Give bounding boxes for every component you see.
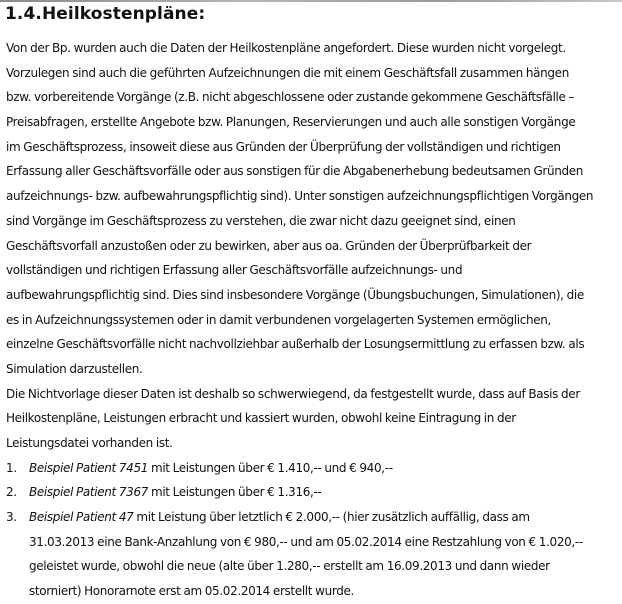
text-line: Vorzulegen sind auch die geführten Aufzeichnungen die mit einem Geschäftsfall zusammen hängen: [6, 65, 569, 80]
list-item-continuation: geleistet wurde, obwohl die neue (alte über 1.280,-- erstellt am 16.09.2013 und dann wieder: [29, 559, 550, 574]
text-line: Die Nichtvorlage dieser Daten ist deshalb so schwerwiegend, da festgestellt wurde, dass auf Basis der: [6, 386, 580, 401]
list-item-text: mit Leistung über letztlich € 2.000,-- (hier zusätzlich auffällig, dass am: [133, 510, 530, 525]
list-number: 1.: [6, 460, 17, 475]
text-line: Geschäftsvorfall anzustoßen oder zu bewirken, aber aus oa. Gründen der Überprüfbarkeit der: [6, 238, 532, 253]
text-line: aufbewahrungspflichtig sind. Dies sind insbesondere Vorgänge (Übungsbuchungen, Simulationen), die: [6, 287, 584, 302]
list-item-patient-7451: [6, 456, 620, 481]
text-line: vollständigen und richtigen Erfassung aller Geschäftsvorfälle aufzeichnungs- und: [6, 263, 463, 278]
patient-label: Beispiel Patient 7367: [29, 485, 149, 500]
text-line: Leistungsdatei vorhanden ist.: [6, 436, 173, 450]
text-line: bzw. vorbereitende Vorgänge (z.B. nicht abgeschlossene oder zustande gekommene Geschäftsfälle –: [6, 90, 575, 105]
list-number: 3.: [6, 510, 17, 525]
document-body: [6, 36, 620, 604]
text-line: Preisabfragen, erstellte Angebote bzw. Planungen, Reservierungen und auch alle sonstigen Vorgänge: [6, 115, 576, 130]
paragraph-non-submission: [6, 382, 620, 456]
list-number: 2.: [6, 485, 17, 500]
list-item-continuation: 31.03.2013 eine Bank-Anzahlung von € 980,-- und am 05.02.2014 eine Restzahlung von € 1.020,--: [29, 534, 583, 549]
text-line: aufzeichnungs- bzw. aufbewahrungspflichtig sind). Unter sonstigen aufzeichnungspflichtigen Vorgängen: [6, 189, 594, 204]
text-line: sind Vorgänge im Geschäftsprozess zu verstehen, die zwar nicht dazu geeignet sind, einen: [6, 213, 516, 228]
list-item-patient-47: [6, 505, 620, 530]
list-item-text: mit Leistungen über € 1.316,--: [148, 485, 322, 500]
text-line: Erfassung aller Geschäftsvorfälle oder aus sonstigen für die Abgabenerhebung bedeutsamen Gründen: [6, 164, 584, 179]
list-item-text: mit Leistungen über € 1.410,-- und € 940,--: [148, 460, 393, 475]
patient-label: Beispiel Patient 47: [29, 510, 134, 525]
text-line: Simulation darzustellen.: [6, 361, 143, 376]
paragraph-data-request: [6, 36, 620, 382]
top-border-rule: [0, 0, 622, 2]
text-line: im Geschäftsprozess, insoweit diese aus Gründen der Überprüfung der vollständigen und richtigen: [6, 139, 561, 154]
text-line: Heilkostenpläne, Leistungen erbracht und kassiert wurden, obwohl keine Eintragung in der: [6, 411, 516, 426]
list-item-continuation: storniert) Honorarnote erst am 05.02.2014 erstellt wurde.: [29, 584, 354, 599]
text-line: einzelne Geschäftsvorfälle nicht nachvollziehbar außerhalb der Losungsermittlung zu erfassen bzw. als: [6, 337, 585, 352]
list-item-patient-7367: [6, 480, 620, 505]
text-line: es in Aufzeichnungssystemen oder in damit verbundenen vorgelagerten Systemen ermöglichen,: [6, 312, 551, 327]
section-heading: 1.4.Heilkostenpläne:: [5, 4, 206, 24]
examples-list: [6, 456, 620, 604]
patient-label: Beispiel Patient 7451: [29, 460, 149, 475]
text-line: Von der Bp. wurden auch die Daten der Heilkostenpläne angefordert. Diese wurden nicht vorgelegt.: [6, 41, 566, 55]
